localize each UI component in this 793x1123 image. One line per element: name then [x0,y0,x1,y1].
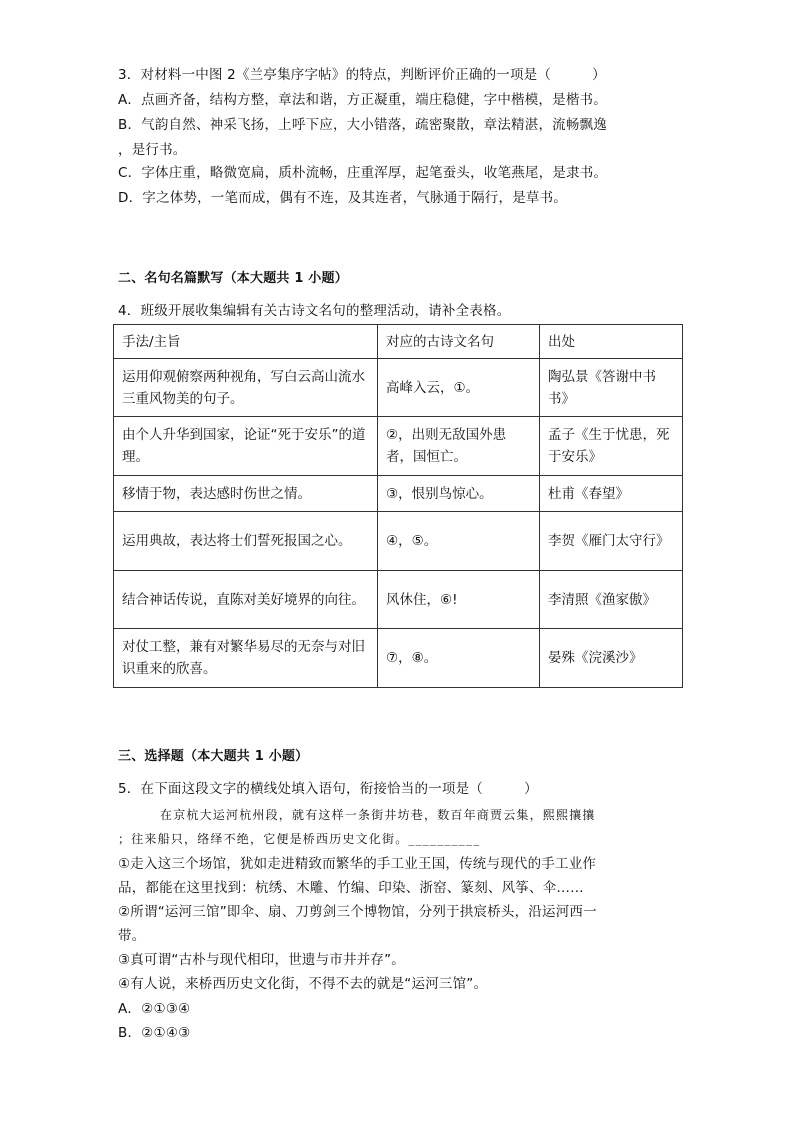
header-theme: 手法/主旨 [114,325,378,359]
row-source: 晏殊《浣溪沙》 [540,629,683,688]
table-row [114,359,683,417]
q5-sentence-3: ③真可谓“古朴与现代相印，世遗与市井并存”。 [118,952,405,968]
q5-sentence-2b: 带。 [118,928,146,944]
row-line: 高峰入云，①。 [378,359,540,417]
section2-heading: 二、名句名篇默写（本大题共 1 小题） [118,271,348,286]
q3-option-d: D．字之体势，一笔而成，偶有不连，及其连者，气脉通于隔行，是草书。 [118,190,567,206]
q5-option-a: A．②①③④ [118,1001,191,1017]
table-row [114,417,683,476]
row-theme: 运用典故，表达将士们誓死报国之心。 [114,512,378,571]
row-theme: 对仗工整，兼有对繁华易尽的无奈与对旧识重来的欣喜。 [114,629,378,688]
row-theme: 移情于物，表达感时伤世之情。 [114,476,378,512]
row-source: 李清照《渔家傲》 [540,571,683,629]
q5-passage-line1: 在京杭大运河杭州段，就有这样一条街井坊巷，数百年商贾云集，熙熙攘攘 [160,808,596,822]
header-source: 出处 [540,325,683,359]
header-line: 对应的古诗文名句 [378,325,540,359]
table-row [114,629,683,688]
poem-table [113,324,683,688]
q3-option-c: C．字体庄重，略微宽扁，质朴流畅，庄重浑厚，起笔蚕头，收笔燕尾，是隶书。 [118,165,608,181]
q3-stem: 3．对材料一中图 2《兰亭集序字帖》的特点，判断评价正确的一项是（ ） [118,67,606,83]
q5-passage-line2: ；往来船只，络绎不绝，它便是桥西历史文化街。__________ [118,832,481,846]
row-line: ②，出则无敌国外患者，国恒亡。 [378,417,540,476]
row-line: ④，⑤。 [378,512,540,571]
q5-sentence-1a: ①走入这三个场馆，犹如走进精致而繁华的手工业王国，传统与现代的手工业作 [118,856,597,872]
row-line: ⑦，⑧。 [378,629,540,688]
row-source: 李贺《雁门太守行》 [540,512,683,571]
table-header-row [114,325,683,359]
q3-option-b-line2: ，是行书。 [118,142,187,158]
section3-heading: 三、选择题（本大题共 1 小题） [118,749,309,764]
q3-option-a: A．点画齐备，结构方整，章法和谐，方正凝重，端庄稳健，字中楷模，是楷书。 [118,92,607,108]
row-line: ③，恨别鸟惊心。 [378,476,540,512]
q3-option-b-line1: B．气韵自然、神采飞扬，上呼下应，大小错落，疏密聚散，章法精湛，流畅飘逸 [118,117,607,133]
row-source: 陶弘景《答谢中书书》 [540,359,683,417]
table-row [114,571,683,629]
q5-stem: 5．在下面这段文字的横线处填入语句，衔接恰当的一项是（ ） [118,781,538,797]
table-row [114,512,683,571]
q5-sentence-1b: 品，都能在这里找到：杭绣、木雕、竹编、印染、浙窑、篆刻、风筝、伞…… [118,880,584,896]
row-source: 杜甫《春望》 [540,476,683,512]
q5-option-b: B．②①④③ [118,1025,191,1041]
q5-sentence-2a: ②所谓“运河三馆”即伞、扇、刀剪剑三个博物馆，分列于拱宸桥头，沿运河西一 [118,904,597,920]
row-line: 风休住，⑥! [378,571,540,629]
row-theme: 运用仰观俯察两种视角，写白云高山流水三重风物美的句子。 [114,359,378,417]
table-row [114,476,683,512]
q4-stem: 4．班级开展收集编辑有关古诗文名句的整理活动，请补全表格。 [118,303,511,319]
q5-sentence-4: ④有人说，来桥西历史文化街，不得不去的就是“运河三馆”。 [118,976,488,992]
row-source: 孟子《生于忧患，死于安乐》 [540,417,683,476]
row-theme: 由个人升华到国家，论证“死于安乐”的道理。 [114,417,378,476]
row-theme: 结合神话传说，直陈对美好境界的向往。 [114,571,378,629]
